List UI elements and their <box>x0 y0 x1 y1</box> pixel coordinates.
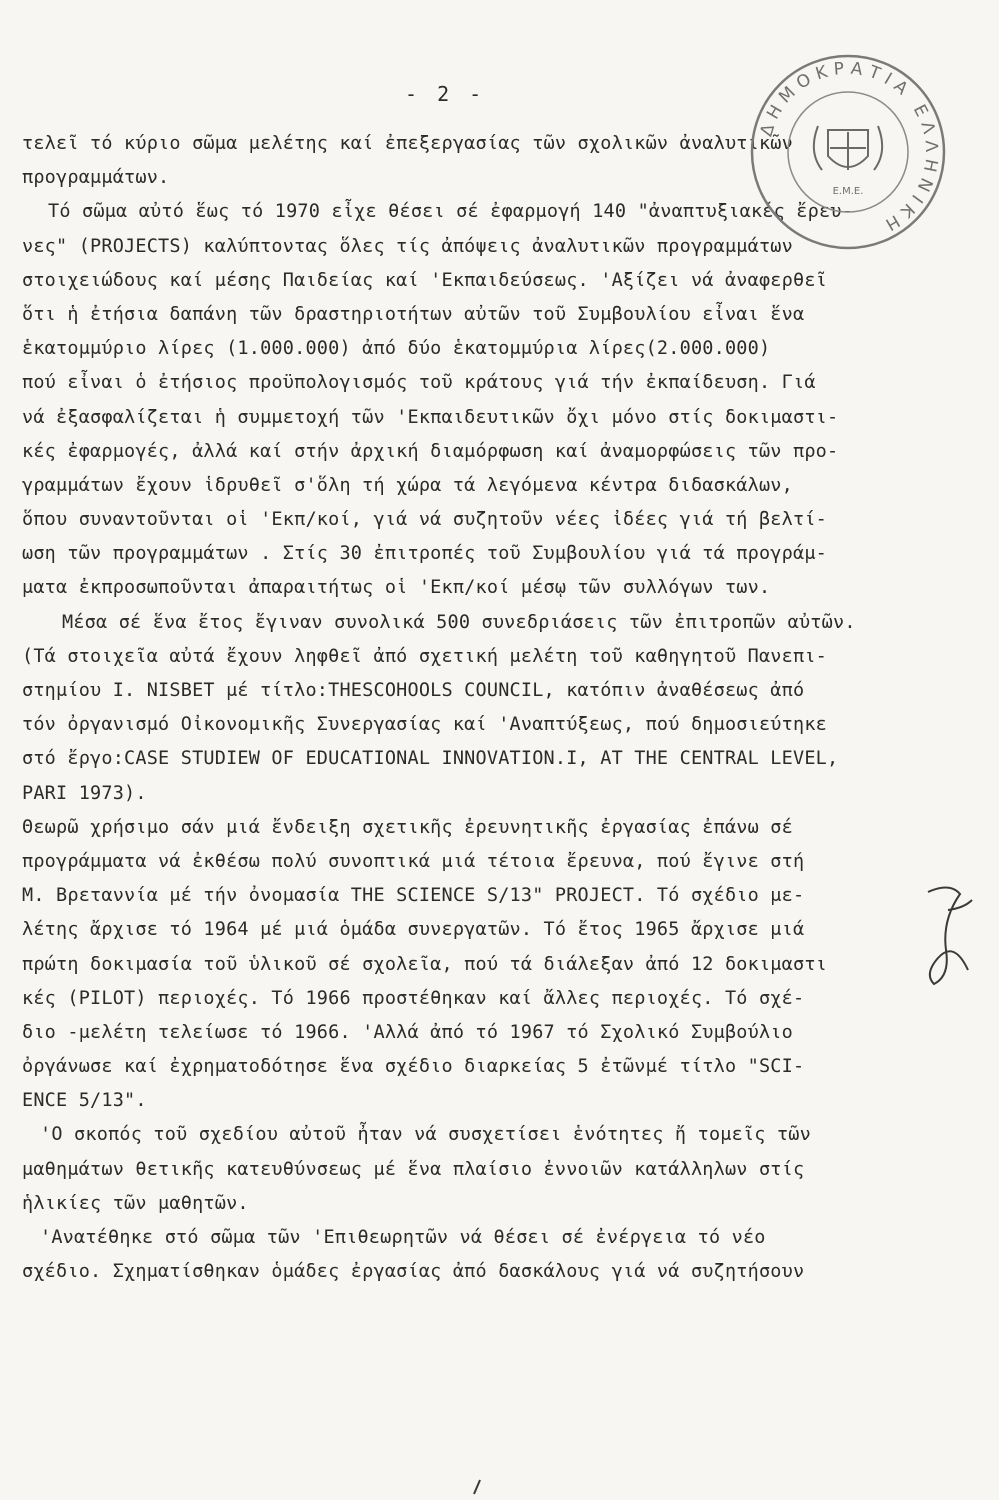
text-line: κές ἐφαρμογές, ἀλλά καί στήν ἀρχική διαμόρφωση καί ἀναμορφώσεις τῶν προ- <box>22 440 839 462</box>
text-line: 'Ανατέθηκε στό σῶμα τῶν 'Επιθεωρητῶν νά θέσει σέ ἐνέργεια τό νέο <box>40 1227 766 1248</box>
text-line: τελεῖ τό κύριο σῶμα μελέτης καί ἐπεξεργασίας τῶν σχολικῶν ἀναλυτικῶν <box>22 133 793 154</box>
text-line: πρώτη δοκιμασία τοῦ ὑλικοῦ σέ σχολεῖα, πού τά διάλεξαν ἀπό 12 δοκιμαστι <box>22 953 827 975</box>
coat-of-arms-icon <box>814 126 882 170</box>
signature-mark <box>920 880 980 990</box>
text-line: ENCE 5/13". <box>22 1090 147 1112</box>
text-line: σχέδιο. Σχηματίσθηκαν ὁμάδες ἐργασίας ἀπό δασκάλους γιά νά συζητήσουν <box>22 1261 805 1283</box>
text-line: PARI 1973). <box>22 782 147 804</box>
text-line: ὀργάνωσε καί ἐχρηματοδότησε ἕνα σχέδιο διαρκείας 5 ἐτῶνμέ τίτλο "SCI- <box>22 1056 805 1078</box>
text-line: στοιχειώδους καί μέσης Παιδείας καί 'Εκπαιδεύσεως. 'Αξίζει νά ἀναφερθεῖ <box>22 269 827 291</box>
text-line: Μ. Βρεταννία μέ τήν ὀνομασία THE SCIENCE S/13" PROJECT. Τό σχέδιο με- <box>22 885 805 907</box>
page-number: - 2 - <box>405 82 486 106</box>
text-line: ἑκατομμύριο λίρες (1.000.000) ἀπό δύο ἑκατομμύρια λίρες(2.000.000) <box>22 338 771 360</box>
text-line: μαθημάτων θετικῆς κατευθύνσεως μέ ἕνα πλαίσιο ἐννοιῶν κατάλληλων στίς <box>22 1158 805 1180</box>
text-line: πού εἶναι ὁ ἐτήσιος προϋπολογισμός τοῦ κράτους γιά τήν ἐκπαίδευση. Γιά <box>22 372 816 394</box>
text-line: ωση τῶν προγραμμάτων . Στίς 30 ἐπιτροπές τοῦ Συμβουλίου γιά τά προγράμ- <box>22 543 827 565</box>
text-line: προγραμμάτων. <box>22 167 170 189</box>
stamp-inner-text: Ε.Μ.Ε. <box>832 186 864 197</box>
pen-mark <box>470 1478 484 1496</box>
text-line: προγράμματα νά ἐκθέσω πολύ συνοπτικά μιά τέτοια ἔρευνα, πού ἔγινε στή <box>22 850 805 872</box>
official-stamp <box>748 52 948 252</box>
text-line: ὅπου συναντοῦνται οἱ 'Εκπ/κοί, γιά νά συζητοῦν νέες ἰδέες γιά τή βελτί- <box>22 509 827 531</box>
text-line: διο -μελέτη τελείωσε τό 1966. 'Αλλά ἀπό τό 1967 τό Σχολικό Συμβούλιο <box>22 1021 793 1043</box>
text-line: 'Ο σκοπός τοῦ σχεδίου αὐτοῦ ἦταν νά συσχετίσει ἑνότητες ἤ τομεῖς τῶν <box>40 1124 811 1146</box>
text-line: τόν ὀργανισμό Οἰκονομικῆς Συνεργασίας καί 'Αναπτύξεως, πού δημοσιεύτηκε <box>22 714 827 736</box>
text-line: λέτης ἄρχισε τό 1964 μέ μιά ὁμάδα συνεργατῶν. Τό ἔτος 1965 ἄρχισε μιά <box>22 919 805 941</box>
stamp-outer-text: ΔΗΜΟΚΡΑΤΙΑ ΕΛΛΗΝΙΚΗ <box>756 58 942 238</box>
text-line: ὅτι ἡ ἐτήσια δαπάνη τῶν δραστηριοτήτων αὐτῶν τοῦ Συμβουλίου εἶναι ἕνα <box>22 303 805 325</box>
text-line: νες" (PROJECTS) καλύπτοντας ὅλες τίς ἀπόψεις ἀναλυτικῶν προγραμμάτων <box>22 235 793 257</box>
text-line: ματα ἐκπροσωποῦνται ἀπαραιτήτως οἱ 'Εκπ/κοί μέσῳ τῶν συλλόγων των. <box>22 577 771 599</box>
text-line: κές (PILOT) περιοχές. Τό 1966 προστέθηκαν καί ἄλλες περιοχές. Τό σχέ- <box>22 987 805 1009</box>
text-line: στημίου I. NISBET μέ τίτλο:THESCOHOOLS COUNCIL, κατόπιν ἀναθέσεως ἀπό <box>22 680 805 701</box>
body-text <box>22 127 977 1289</box>
text-line: ἡλικίες τῶν μαθητῶν. <box>22 1192 249 1214</box>
text-line: Θεωρῶ χρήσιμο σάν μιά ἔνδειξη σχετικῆς ἐρευνητικῆς ἐργασίας ἐπάνω σέ <box>22 816 793 838</box>
text-line: στό ἔργο:CASE STUDIEW OF EDUCATIONAL INNOVATION.I, AT THE CENTRAL LEVEL, <box>22 748 839 770</box>
text-line: (Τά στοιχεῖα αὐτά ἔχουν ληφθεῖ ἀπό σχετική μελέτη τοῦ καθηγητοῦ Πανεπι- <box>22 645 827 667</box>
text-line: γραμμάτων ἔχουν ἱδρυθεῖ σ'ὅλη τή χώρα τά λεγόμενα κέντρα διδασκάλων, <box>22 474 793 496</box>
text-line: Τό σῶμα αὐτό ἕως τό 1970 εἶχε θέσει σέ ἐφαρμογή 140 "ἀναπτυξιακές ἔρευ- <box>48 201 853 223</box>
text-line: Μέσα σέ ἕνα ἔτος ἔγιναν συνολικά 500 συνεδριάσεις τῶν ἐπιτροπῶν αὐτῶν. <box>62 611 856 633</box>
text-line: νά ἐξασφαλίζεται ἡ συμμετοχή τῶν 'Εκπαιδευτικῶν ὄχι μόνο στίς δοκιμαστι- <box>22 406 839 428</box>
